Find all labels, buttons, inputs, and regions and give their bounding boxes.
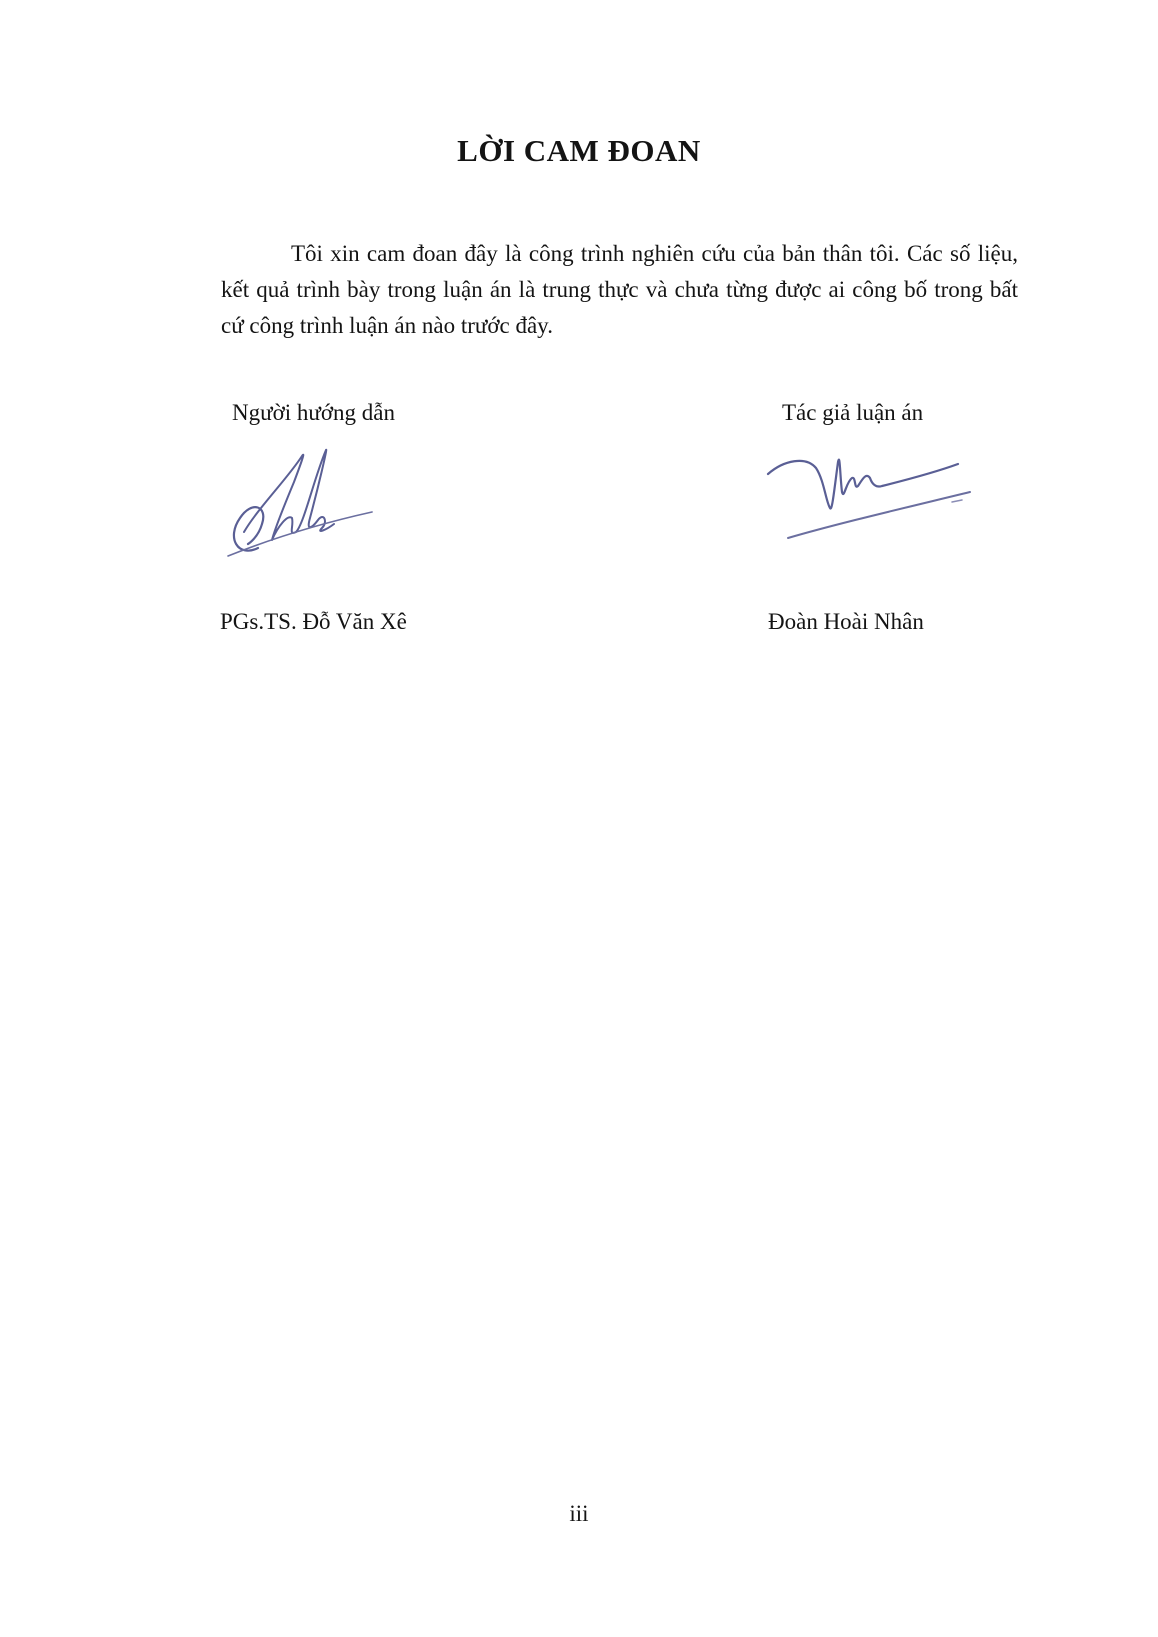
author-name: Đoàn Hoài Nhân: [768, 609, 924, 634]
supervisor-signature: [218, 448, 376, 562]
declaration-paragraph: Tôi xin cam đoan đây là công trình nghiên cứu của bản thân tôi. Các số liệu, kết quả trình bày trong luận án là trung thực và chưa từng được ai công bố trong bất cứ công trình luận án nào trước đây.: [221, 241, 1018, 338]
supervisor-label: Người hướng dẫn: [232, 400, 395, 425]
author-signature: [766, 452, 982, 556]
author-label: Tác giả luận án: [782, 400, 924, 425]
page-title: LỜI CAM ĐOAN: [457, 133, 701, 168]
supervisor-name: PGs.TS. Đỗ Văn Xê: [220, 609, 407, 634]
page-number: iii: [569, 1501, 589, 1526]
